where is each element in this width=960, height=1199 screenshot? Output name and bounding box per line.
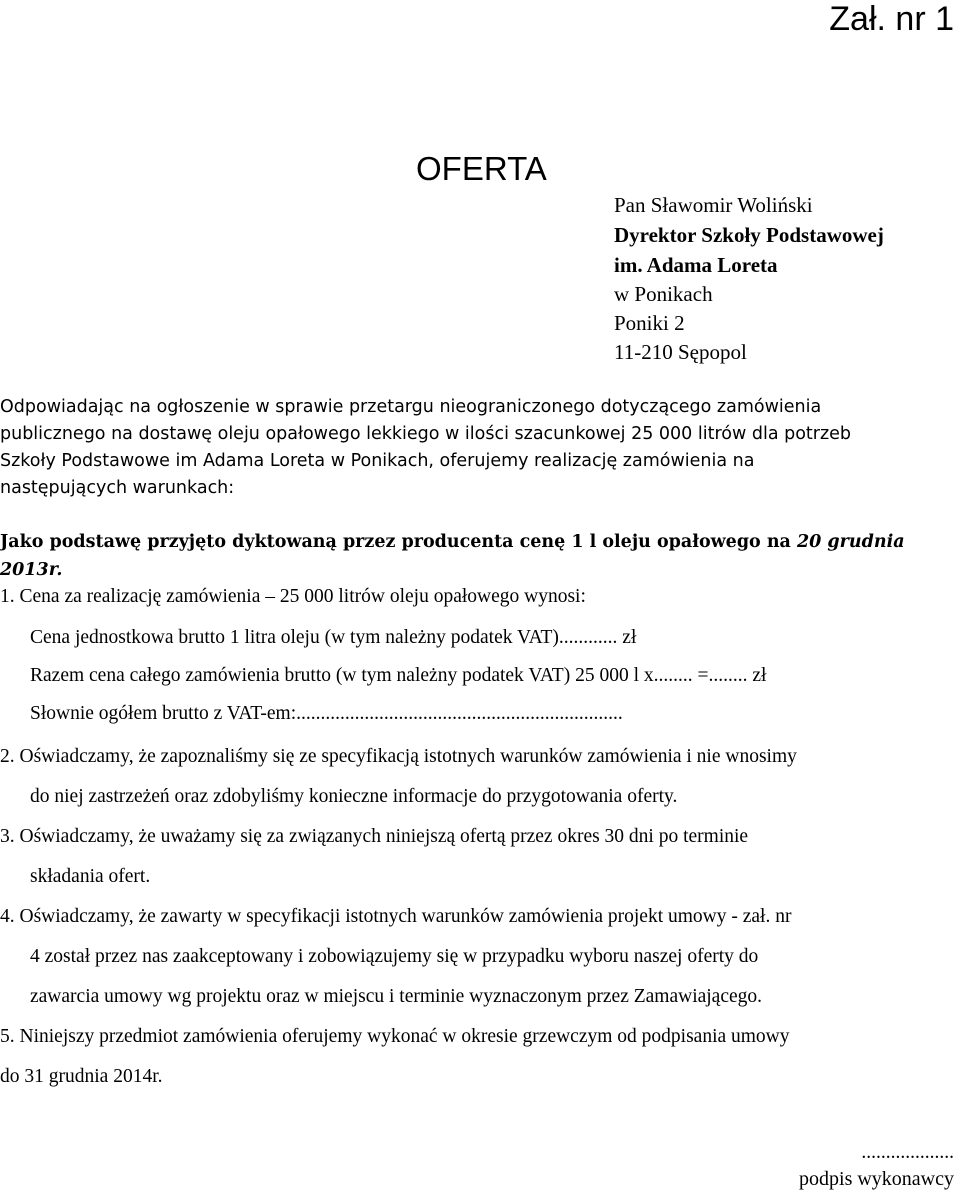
intro-line: Szkoły Podstawowe im Adama Loreta w Ponikach, oferujemy realizację zamówienia na bbox=[0, 451, 755, 471]
intro-line: Odpowiadając na ogłoszenie w sprawie przetargu nieograniczonego dotyczącego zamówienia bbox=[0, 397, 822, 417]
item-4-cont: 4 został przez nas zaakceptowany i zobowiązujemy się w przypadku wyboru naszej oferty do bbox=[30, 946, 759, 967]
recipient-name: Pan Sławomir Woliński bbox=[614, 193, 813, 217]
item-3: 3. Oświadczamy, że uważamy się za związanych niniejszą ofertą przez okres 30 dni po terminie bbox=[0, 826, 749, 847]
attachment-label: Zał. nr 1 bbox=[829, 0, 954, 38]
intro-line: publicznego na dostawę oleju opałowego lekkiego w ilości szacunkowej 25 000 litrów dla potrzeb bbox=[0, 424, 852, 444]
price-basis-text: Jako podstawę przyjęto dyktowaną przez producenta cenę 1 l oleju opałowego na bbox=[0, 532, 797, 552]
price-basis-year: 2013r. bbox=[0, 560, 63, 580]
item-3-cont: składania ofert. bbox=[30, 866, 151, 887]
recipient-postal: 11-210 Sępopol bbox=[614, 340, 747, 364]
recipient-role: Dyrektor Szkoły Podstawowej bbox=[614, 223, 884, 247]
price-basis-line bbox=[0, 532, 905, 552]
document-title: OFERTA bbox=[416, 150, 547, 187]
intro-line: następujących warunkach: bbox=[0, 478, 235, 498]
price-basis-date: 20 grudnia bbox=[796, 532, 905, 552]
item-1-total: Razem cena całego zamówienia brutto (w tym należny podatek VAT) 25 000 l x........ =........ zł bbox=[30, 665, 767, 686]
item-1: 1. Cena za realizację zamówienia – 25 000 litrów oleju opałowego wynosi: bbox=[0, 586, 586, 607]
item-4-cont: zawarcia umowy wg projektu oraz w miejscu i terminie wyznaczonym przez Zamawiającego. bbox=[30, 986, 763, 1007]
item-2-cont: do niej zastrzeżeń oraz zdobyliśmy konieczne informacje do przygotowania oferty. bbox=[30, 786, 678, 807]
item-2: 2. Oświadczamy, że zapoznaliśmy się ze specyfikacją istotnych warunków zamówienia i nie wnosimy bbox=[0, 746, 797, 767]
item-1-unit-price: Cena jednostkowa brutto 1 litra oleju (w tym należny podatek VAT)............ zł bbox=[30, 627, 637, 648]
item-1-in-words: Słownie ogółem brutto z VAT-em:................................................................... bbox=[30, 703, 623, 724]
recipient-place: w Ponikach bbox=[614, 282, 713, 306]
item-5-cont: do 31 grudnia 2014r. bbox=[0, 1066, 163, 1087]
signature-line: ................... bbox=[861, 1142, 954, 1163]
recipient-school: im. Adama Loreta bbox=[614, 253, 778, 277]
recipient-street: Poniki 2 bbox=[614, 311, 685, 335]
item-4: 4. Oświadczamy, że zawarty w specyfikacji istotnych warunków zamówienia projekt umowy - zał. nr bbox=[0, 906, 792, 927]
item-5: 5. Niniejszy przedmiot zamówienia oferujemy wykonać w okresie grzewczym od podpisania umowy bbox=[0, 1026, 790, 1047]
signature-label: podpis wykonawcy bbox=[799, 1168, 954, 1190]
